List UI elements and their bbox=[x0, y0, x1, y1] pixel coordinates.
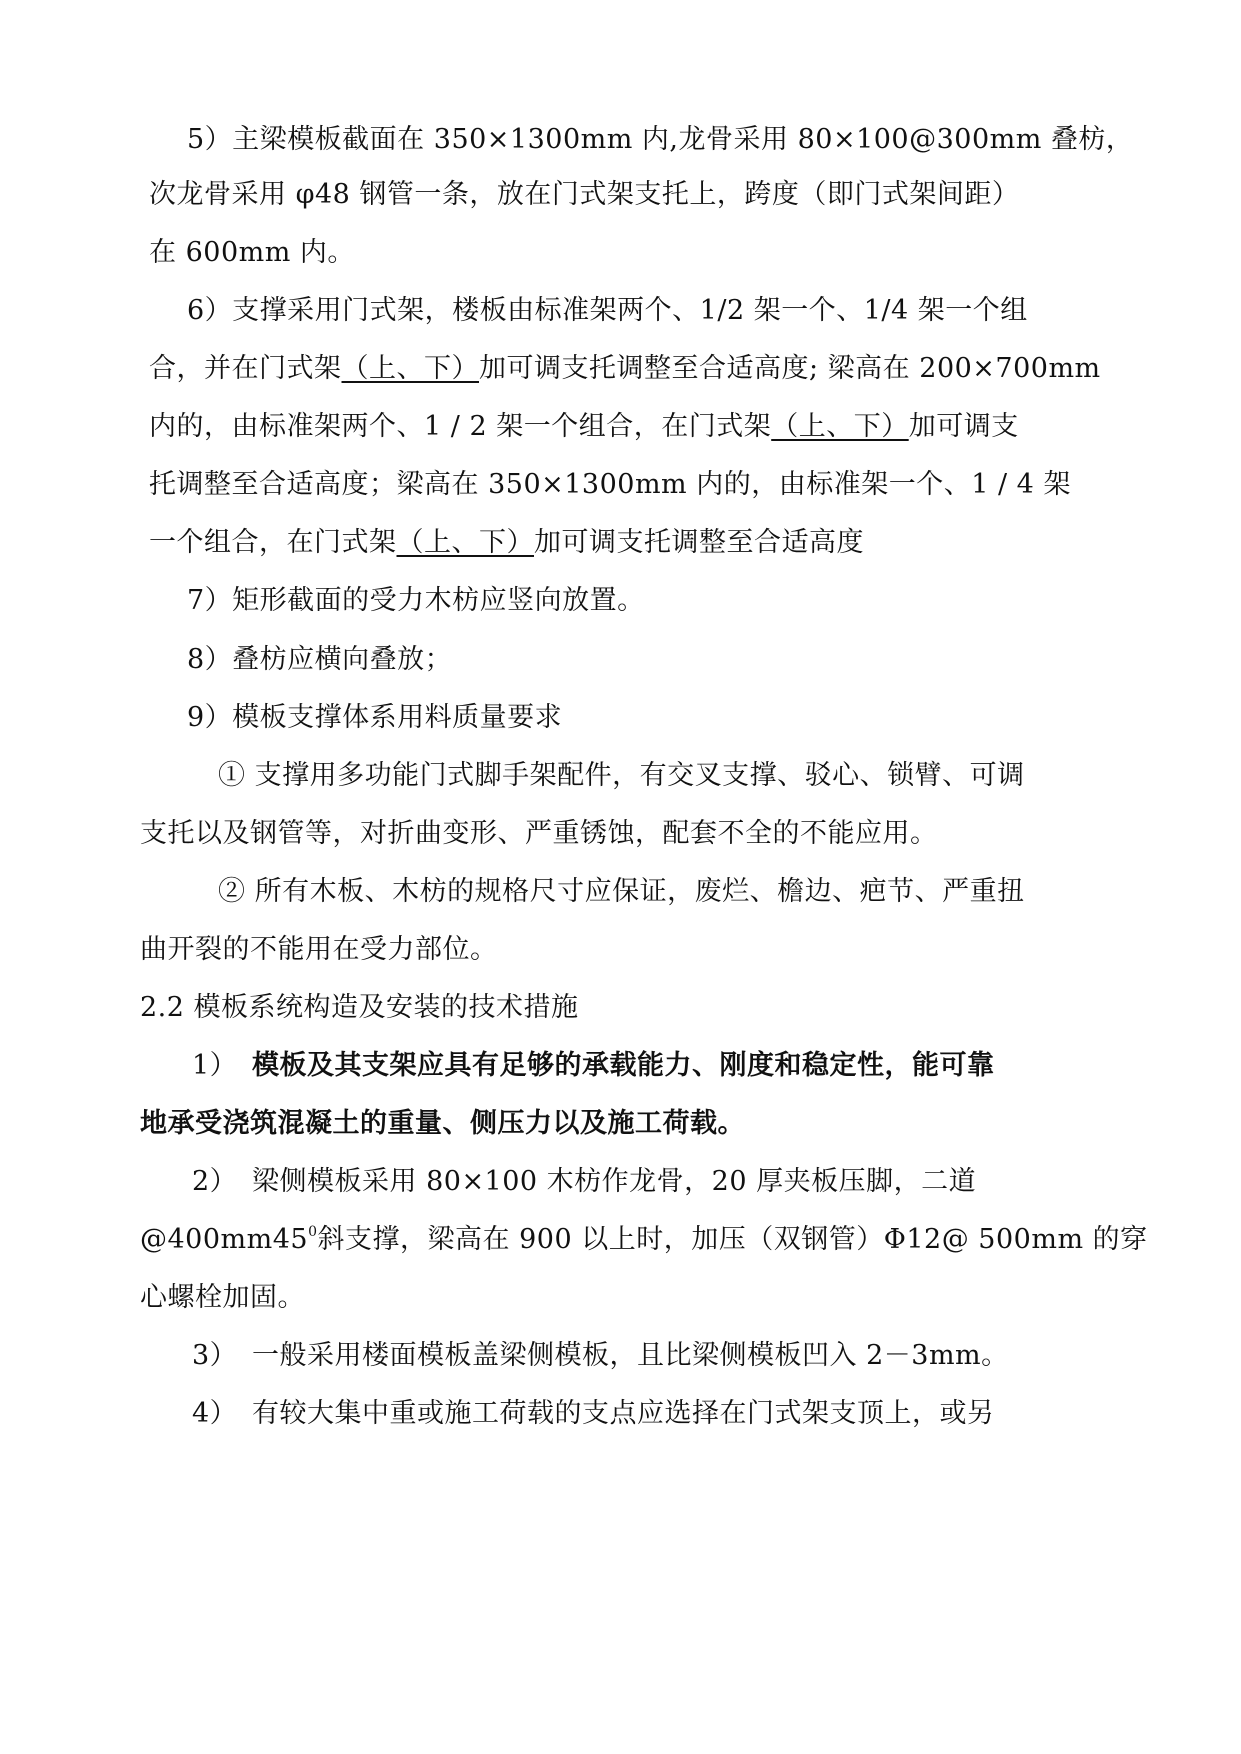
paragraph-line bbox=[149, 351, 1101, 387]
text-span: 加可调支 bbox=[908, 411, 1019, 442]
text-span: 有较大集中重或施工荷载的支点应选择在门式架支顶上，或另 bbox=[252, 1398, 995, 1429]
underlined-text: （上、下） bbox=[396, 527, 534, 558]
list-number: 1） bbox=[192, 1050, 238, 1081]
paragraph-line: 5）主梁模板截面在 350×1300mm 内,龙骨采用 80×100@300mm 叠枋， bbox=[187, 124, 1134, 155]
paragraph-line bbox=[140, 1222, 1148, 1258]
paragraph-line: 曲开裂的不能用在受力部位。 bbox=[140, 934, 498, 965]
paragraph-line bbox=[192, 1396, 995, 1432]
superscript: 0 bbox=[308, 1224, 318, 1240]
list-number: 4） bbox=[192, 1398, 238, 1429]
underlined-text: （上、下） bbox=[341, 353, 479, 384]
paragraph-line: 心螺栓加固。 bbox=[140, 1282, 305, 1313]
bold-text: 模板及其支架应具有足够的承载能力、刚度和稳定性，能可靠 bbox=[252, 1050, 995, 1081]
text-span: 内的，由标准架两个、1 / 2 架一个组合，在门式架 bbox=[149, 411, 772, 442]
list-number: 3） bbox=[192, 1340, 238, 1371]
underlined-text: （上、下） bbox=[771, 411, 909, 442]
paragraph-line: ① 支撑用多功能门式脚手架配件，有交叉支撑、驳心、锁臂、可调 bbox=[218, 760, 1025, 791]
paragraph-line: 托调整至合适高度；梁高在 350×1300mm 内的，由标准架一个、1 / 4 架 bbox=[149, 469, 1071, 500]
paragraph-line: 地承受浇筑混凝土的重量、侧压力以及施工荷载。 bbox=[140, 1108, 745, 1139]
list-number: 2） bbox=[192, 1166, 238, 1197]
section-heading: 2.2 模板系统构造及安装的技术措施 bbox=[140, 992, 579, 1023]
text-span: @400mm45 bbox=[140, 1224, 309, 1255]
paragraph-line: 7）矩形截面的受力木枋应竖向放置。 bbox=[187, 585, 645, 616]
text-span: 加可调支托调整至合适高度 bbox=[534, 527, 864, 558]
text-span: 加可调支托调整至合适高度; 梁高在 200×700mm bbox=[479, 353, 1101, 384]
paragraph-line: 次龙骨采用 φ48 钢管一条，放在门式架支托上，跨度（即门式架间距） bbox=[149, 179, 1020, 210]
text-span: 梁侧模板采用 80×100 木枋作龙骨，20 厚夹板压脚，二道 bbox=[252, 1166, 977, 1197]
paragraph-line bbox=[149, 409, 1019, 445]
paragraph-line: ② 所有木板、木枋的规格尺寸应保证，废烂、檐边、疤节、严重扭 bbox=[218, 876, 1025, 907]
text-span: 一般采用楼面模板盖梁侧模板，且比梁侧模板凹入 2－3mm。 bbox=[252, 1340, 1009, 1371]
paragraph-line bbox=[192, 1164, 976, 1200]
paragraph-line: 支托以及钢管等，对折曲变形、严重锈蚀，配套不全的不能应用。 bbox=[140, 818, 938, 849]
paragraph-line bbox=[149, 525, 864, 561]
paragraph-line: 6）支撑采用门式架，楼板由标准架两个、1/2 架一个、1/4 架一个组 bbox=[187, 295, 1028, 326]
text-span: 一个组合，在门式架 bbox=[149, 527, 397, 558]
text-span: 斜支撑，梁高在 900 以上时，加压（双钢管）Φ12@ 500mm 的穿 bbox=[317, 1224, 1148, 1255]
paragraph-line: 8）叠枋应横向叠放； bbox=[187, 644, 453, 675]
paragraph-line bbox=[192, 1048, 995, 1084]
text-span: 合，并在门式架 bbox=[149, 353, 342, 384]
paragraph-line: 在 600mm 内。 bbox=[149, 237, 355, 268]
paragraph-line: 9）模板支撑体系用料质量要求 bbox=[187, 702, 563, 733]
paragraph-line bbox=[192, 1338, 1009, 1374]
